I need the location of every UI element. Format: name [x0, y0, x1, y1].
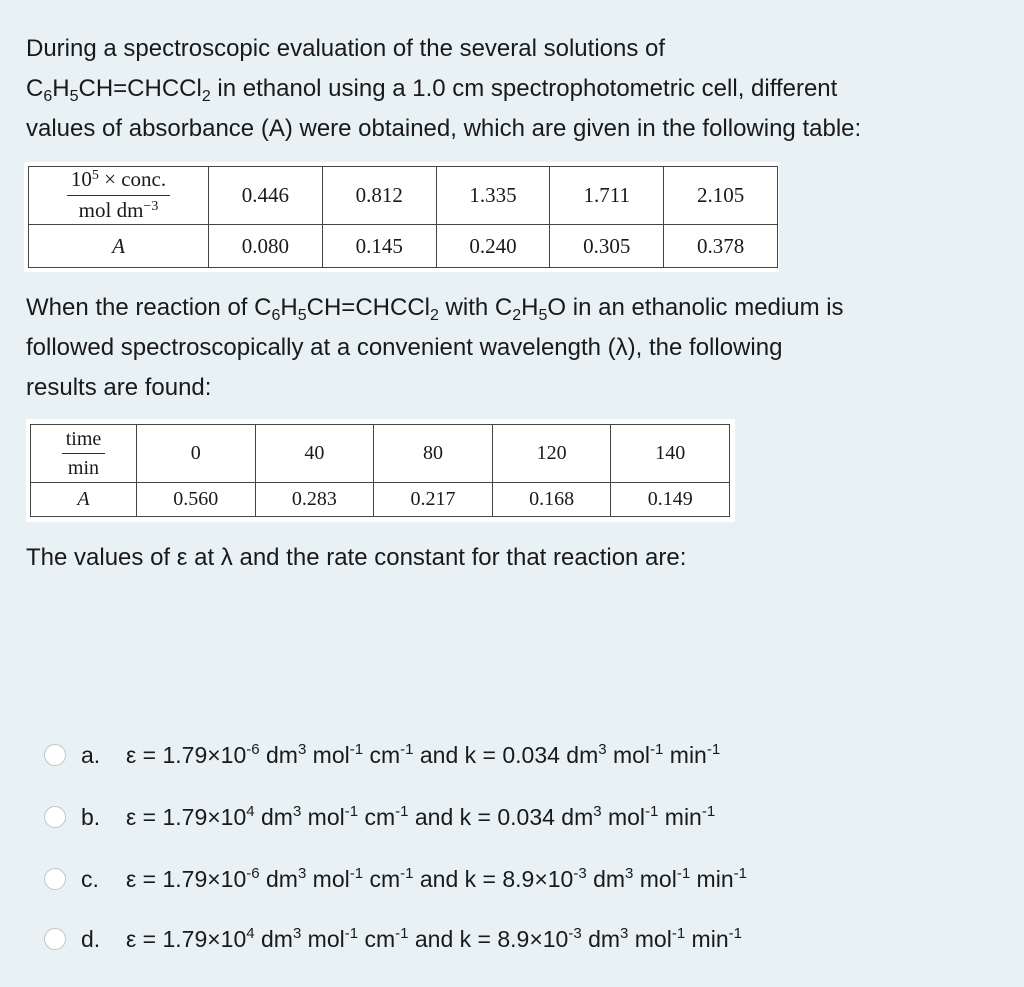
formula-part: H — [521, 294, 539, 321]
table-cell: 0.446 — [209, 167, 323, 225]
header-cell — [31, 425, 137, 483]
table-cell: 0.217 — [374, 483, 493, 517]
formula-subscript: 5 — [69, 88, 79, 105]
header-numerator: $10^5$ × conc. — [67, 168, 170, 195]
table-cell: 0.145 — [322, 225, 436, 268]
table-row — [29, 167, 778, 225]
question-text: The values of ε at λ and the rate constant for that reaction are: — [26, 544, 687, 571]
radio-button[interactable] — [44, 806, 66, 828]
option-text: $\varepsilon = 1.79\times 10^{-6}$ $dm^3$ mol$^{-1}$ $cm^{-1}$ and k = 0.034 $dm^3$ mol$^{-1}$ $\min^{-1}$ — [126, 740, 721, 768]
formula-part: C — [254, 294, 272, 321]
formula-subscript: 2 — [429, 307, 439, 324]
table-cell: 80 — [374, 425, 493, 483]
intro-line-3: values of absorbance (A) were obtained, which are given in the following table: — [26, 115, 862, 142]
option-text: $\varepsilon = 1.79\times 10^4$ $dm^3$ mol$^{-1}$ $cm^{-1}$ and $k = 8.9\times 10^{-3}$ $dm^3$ mol$^{-1}$ $\min^{-1}$ — [126, 924, 742, 952]
intro-line-2-text: in ethanol using a 1.0 cm spectrophotometric cell, different — [210, 75, 838, 102]
formula-subscript: 2 — [201, 88, 211, 105]
header-denominator: min — [67, 456, 100, 479]
formula-subscript: 6 — [43, 88, 53, 105]
table-cell: 0.305 — [550, 225, 664, 268]
absorbance-concentration-table — [24, 162, 779, 272]
header-numerator: time — [62, 428, 106, 454]
table-cell: 0.080 — [209, 225, 323, 268]
formula-part: CH=CHCCl — [78, 75, 202, 102]
formula-part: C — [494, 294, 513, 321]
formula-part: H — [52, 75, 70, 102]
formula-part: CH=CHCCl — [306, 294, 430, 321]
option-letter: d. — [81, 925, 101, 952]
table-cell: 0.378 — [664, 225, 778, 268]
formula-part: H — [280, 294, 298, 321]
table-cell: 0.283 — [255, 483, 374, 517]
table-cell: 0 — [137, 425, 256, 483]
table-cell: 1.711 — [550, 167, 664, 225]
radio-button[interactable] — [44, 868, 66, 890]
radio-button[interactable] — [44, 928, 66, 950]
row-label: A — [29, 225, 209, 268]
reaction-line-2: followed spectroscopically at a convenient wavelength (λ), the following — [26, 334, 783, 361]
row-label: A — [31, 483, 137, 517]
radio-button[interactable] — [44, 744, 66, 766]
table-cell: 0.168 — [492, 483, 611, 517]
table-cell: 0.560 — [137, 483, 256, 517]
intro-line-1: During a spectroscopic evaluation of the several solutions of — [26, 35, 666, 62]
option-letter: b. — [81, 803, 101, 830]
table-cell: 120 — [492, 425, 611, 483]
reaction-paragraph — [26, 288, 1016, 408]
answer-option-a[interactable] — [44, 738, 720, 772]
answer-option-d[interactable] — [44, 922, 742, 956]
option-letter: c. — [81, 865, 99, 892]
option-text: $\varepsilon = 1.79\times 10^4$ $dm^3$ mol$^{-1}$ $cm^{-1}$ and k = 0.034 $dm^3$ mol$^{-1}$ $\min^{-1}$ — [126, 802, 716, 830]
answer-option-b[interactable] — [44, 800, 715, 834]
table-row — [31, 483, 730, 517]
reaction-line-3: results are found: — [26, 374, 212, 401]
intro-paragraph — [26, 29, 1016, 149]
formula-part: O — [547, 294, 567, 321]
answer-option-c[interactable] — [44, 862, 747, 896]
option-letter: a. — [81, 741, 101, 768]
table-cell: 40 — [255, 425, 374, 483]
reaction-line-1: When the reaction of $C_6H_5CH=CHCCl_2$ with $C_2H_5O$ in an ethanolic medium is — [26, 294, 844, 324]
formula-subscript: 2 — [512, 307, 522, 324]
table-row — [31, 425, 730, 483]
header-denominator: mol $dm^{-3}$ — [78, 197, 159, 222]
table-cell: 1.335 — [436, 167, 550, 225]
table-cell: 0.240 — [436, 225, 550, 268]
absorbance-time-table — [26, 419, 735, 522]
table-cell: 0.812 — [322, 167, 436, 225]
table-cell: 140 — [611, 425, 730, 483]
header-cell — [29, 167, 209, 225]
formula-subscript: 5 — [297, 307, 307, 324]
formula-subscript: 5 — [538, 307, 548, 324]
formula-part: C — [26, 75, 44, 102]
option-text: $\varepsilon = 1.79\times 10^{-6}$ $dm^3$ mol$^{-1}$ $cm^{-1}$ and $k = 8.9\times 10^{-3}$ $dm^3$ mol$^{-1}$ $\min^{-1}$ — [126, 864, 747, 892]
table-cell: 0.149 — [611, 483, 730, 517]
intro-line-2 — [26, 69, 1016, 109]
table-row — [29, 225, 778, 268]
table-cell: 2.105 — [664, 167, 778, 225]
formula-subscript: 6 — [271, 307, 281, 324]
